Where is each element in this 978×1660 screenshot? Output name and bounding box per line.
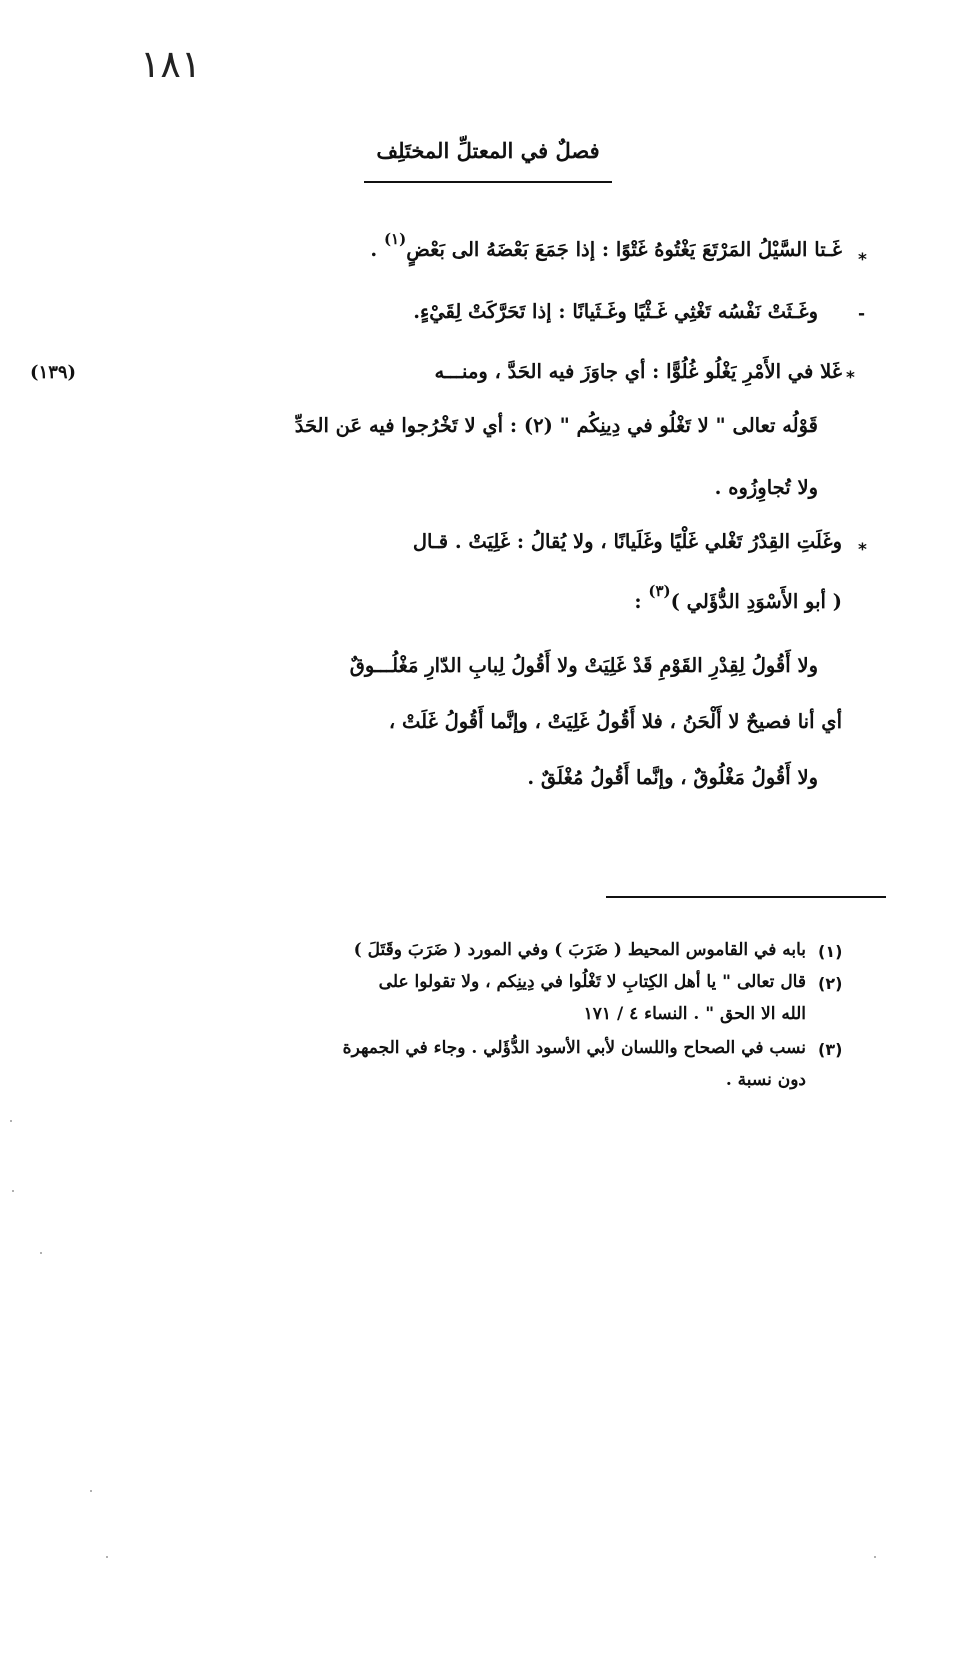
footnote-separator: [606, 896, 886, 898]
body-line: قَوْلُه تعالى " لا تَغْلُو في دِينِكُم " (٢) : أي لا تَخْرُجوا فيه عَن الحَدِّ: [294, 414, 818, 437]
body-line: وغَلَتِ القِدْرُ تَغْلي غَلْيًا وغَلَيانًا ، ولا يُقالُ : غَلِيَتْ . قـال: [412, 530, 842, 553]
body-line: ولا أَقُولُ مَغْلُوقٌ ، وإنَّما أَقُولُ مُغْلَقٌ .: [527, 766, 818, 789]
body-line: أي أنا فصيحٌ لا أَلْحَنُ ، فلا أَقُولُ غَلِيَتْ ، وإنَّما أَقُولُ غَلَتْ ،: [388, 710, 842, 733]
scan-speck: [10, 1120, 12, 1122]
title-underline: [364, 181, 612, 183]
scan-speck: [12, 1190, 14, 1192]
body-line: [370, 230, 842, 261]
page-number: ١٨١: [140, 42, 202, 86]
footnote-number: (٣): [818, 1040, 843, 1059]
footnote-ref: (٣): [648, 582, 671, 600]
body-line: [634, 582, 842, 613]
bullet-marker: *: [846, 368, 855, 388]
scan-speck: [874, 1556, 876, 1558]
footnote-text: دون نسبة .: [725, 1070, 806, 1090]
body-line: غَلا في الأَمْرِ يَغْلُو غُلُوًّا : أي جاوَزَ فيه الحَدَّ ، ومنـــه: [434, 360, 842, 383]
body-line: ولا تُجاوِزُوه .: [714, 476, 818, 499]
footnote-text: بابه في القاموس المحيط ( ضَرَبَ ) وفي المورد ( ضَرَبَ وقَتَلَ ): [353, 940, 806, 960]
line-end: :: [634, 590, 642, 613]
body-line: وغَـثَتْ نَفْسُه تَغْثِي غَـثْيًا وغَـثَيانًا : إذا تَحَرَّكَتْ لِقَيْءٍ.: [413, 300, 818, 323]
line-end: .: [370, 238, 378, 261]
footnote-text: قال تعالى " يا أهل الكِتابِ لا تَغْلُوا في دِينِكم ، ولا تقولوا على: [378, 972, 806, 992]
bullet-marker: -: [858, 304, 866, 324]
footnote-number: (٢): [818, 974, 843, 993]
scan-speck: [106, 1556, 108, 1558]
margin-number: (١٣٩): [30, 362, 77, 383]
bullet-marker: *: [858, 540, 867, 560]
scan-speck: [40, 1252, 42, 1254]
scan-speck: [90, 1490, 92, 1492]
line-text: ( أبو الأَسْوَدِ الدُّؤَلي ): [670, 590, 842, 613]
footnote-text: الله الا الحق " . النساء ٤ / ١٧١: [583, 1004, 806, 1024]
footnote-number: (١): [818, 942, 843, 961]
chapter-title: فصلٌ في المعتلِّ المختَلِف: [376, 138, 600, 163]
poem-verse: ولا أَقُولُ لِقِدْرِ القَوْمِ قَدْ غَلِيَتْ ولا أَقُولُ لِبابِ الدّارِ مَغْلُـــوقٌ: [349, 654, 818, 677]
line-text: غَـتا السَّيْلُ المَرْتَعَ يَغْتُوهُ غَتْوًا : إذا جَمَعَ بَعْضَهُ الى بَعْضٍ: [406, 238, 842, 261]
bullet-marker: *: [858, 250, 867, 270]
footnote-ref: (١): [383, 230, 407, 248]
footnote-text: نسب في الصحاح واللسان لأبي الأسود الدُّؤَلي . وجاء في الجمهرة: [342, 1038, 806, 1058]
